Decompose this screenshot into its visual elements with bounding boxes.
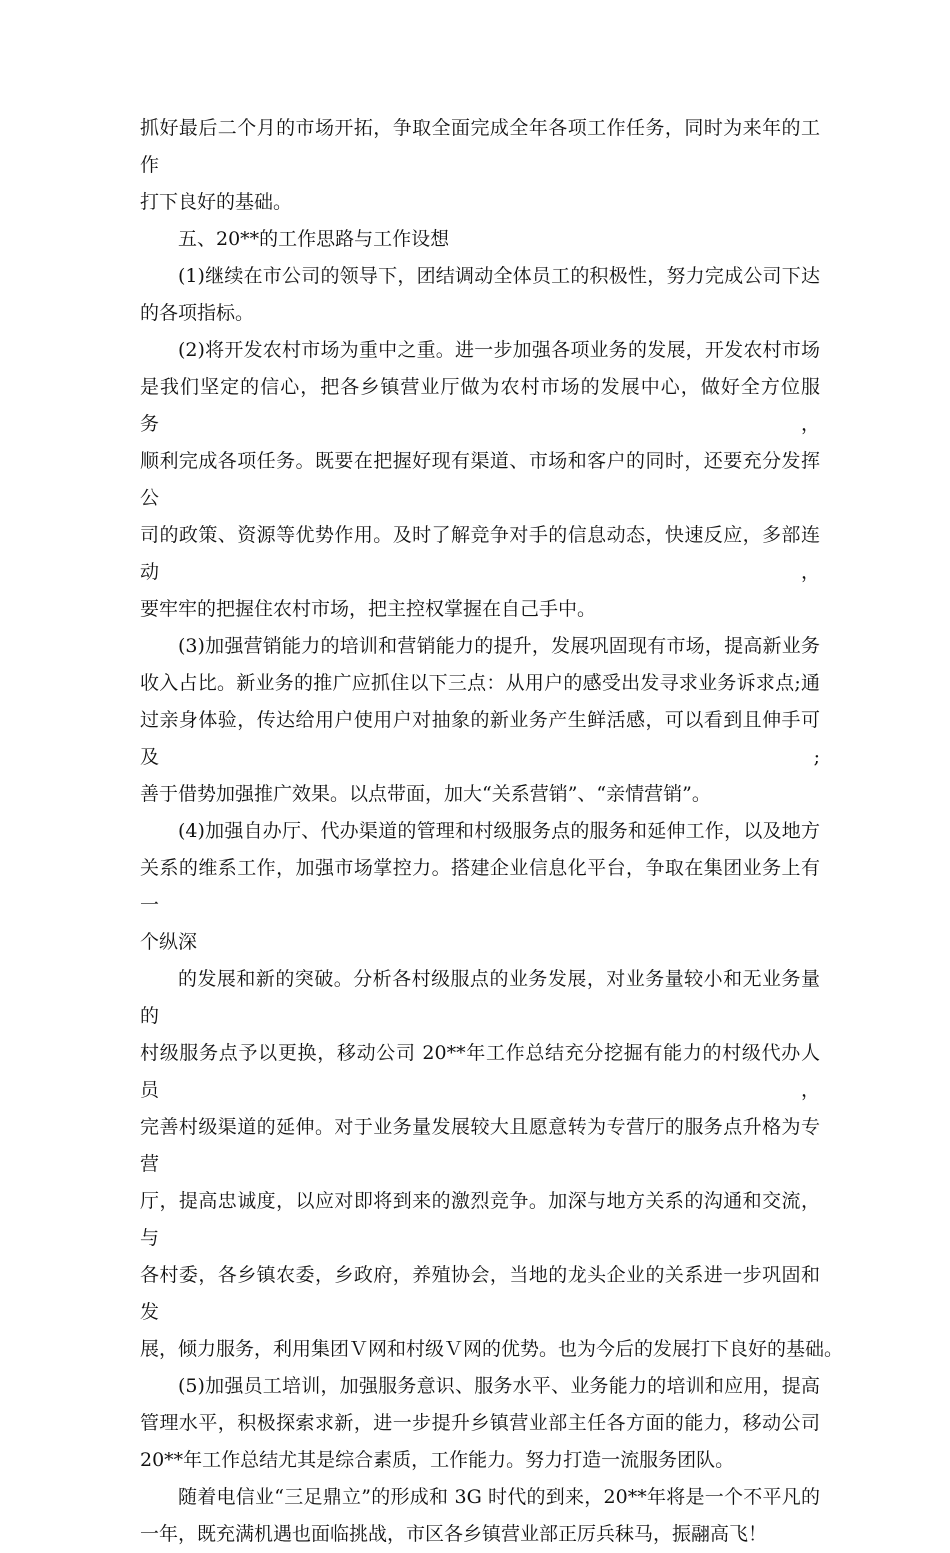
text-line: 的发展和新的突破。分析各村级服点的业务发展，对业务量较小和无业务量的	[140, 968, 820, 1027]
text-line: 善于借势加强推广效果。以点带面，加大“关系营销”、“亲情营销”。	[140, 783, 711, 805]
paragraph-item-4-continuation	[140, 961, 844, 1368]
text-line: 过亲身体验，传达给用户使用户对抽象的新业务产生鲜活感，可以看到且伸手可及;	[140, 709, 820, 768]
paragraph-item-3	[140, 628, 820, 813]
heading-text: 五、20**的工作思路与工作设想	[178, 228, 450, 250]
section-heading	[140, 221, 820, 258]
text-line: 20**年工作总结尤其是综合素质，工作能力。努力打造一流服务团队。	[140, 1449, 735, 1471]
paragraph-item-4	[140, 813, 820, 961]
document-body	[140, 110, 844, 1553]
text-line: 关系的维系工作，加强市场掌控力。搭建企业信息化平台，争取在集团业务上有一	[140, 857, 820, 916]
text-line: 的各项指标。	[140, 302, 255, 324]
paragraph-intro-continuation	[140, 110, 820, 221]
text-line: 厅，提高忠诚度，以应对即将到来的激烈竞争。加深与地方关系的沟通和交流，与	[140, 1190, 820, 1249]
text-line: 要牢牢的把握住农村市场，把主控权掌握在自己手中。	[140, 598, 597, 620]
paragraph-item-5	[140, 1368, 820, 1479]
text-line: 各村委，各乡镇农委，乡政府，养殖协会，当地的龙头企业的关系进一步巩固和发	[140, 1264, 820, 1323]
text-line: (5)加强员工培训，加强服务意识、服务水平、业务能力的培训和应用，提高	[178, 1375, 820, 1397]
text-line: 完善村级渠道的延伸。对于业务量发展较大且愿意转为专营厅的服务点升格为专营	[140, 1116, 820, 1175]
text-line: 司的政策、资源等优势作用。及时了解竞争对手的信息动态，快速反应，多部连动，	[140, 524, 820, 583]
paragraph-item-2	[140, 332, 820, 628]
text-line: 打下良好的基础。	[140, 191, 293, 213]
text-line: (3)加强营销能力的培训和营销能力的提升，发展巩固现有市场，提高新业务	[178, 635, 820, 657]
paragraph-item-1	[140, 258, 820, 332]
text-line: (2)将开发农村市场为重中之重。进一步加强各项业务的发展，开发农村市场	[178, 339, 820, 361]
text-line: (4)加强自办厅、代办渠道的管理和村级服务点的服务和延伸工作，以及地方	[178, 820, 820, 842]
text-line: 随着电信业“三足鼎立”的形成和 3G 时代的到来，20**年将是一个不平凡的	[178, 1486, 820, 1508]
paragraph-closing	[140, 1479, 820, 1553]
text-line: 顺利完成各项任务。既要在把握好现有渠道、市场和客户的同时，还要充分发挥公	[140, 450, 820, 509]
text-line: 村级服务点予以更换，移动公司 20**年工作总结充分挖掘有能力的村级代办人员，	[140, 1042, 820, 1101]
text-line: 一年，既充满机遇也面临挑战，市区各乡镇营业部正厉兵秣马，振翮高飞！	[140, 1523, 768, 1545]
text-line: 个纵深	[140, 931, 198, 953]
text-line: 是我们坚定的信心，把各乡镇营业厅做为农村市场的发展中心，做好全方位服务，	[140, 376, 820, 435]
text-line: 抓好最后二个月的市场开拓，争取全面完成全年各项工作任务，同时为来年的工作	[140, 117, 820, 176]
text-line: 管理水平，积极探索求新，进一步提升乡镇营业部主任各方面的能力，移动公司	[140, 1412, 820, 1434]
text-line: 收入占比。新业务的推广应抓住以下三点：从用户的感受出发寻求业务诉求点;通	[140, 672, 820, 694]
text-line: 展，倾力服务，利用集团Ｖ网和村级Ｖ网的优势。也为今后的发展打下良好的基础。	[140, 1338, 844, 1360]
text-line: (1)继续在市公司的领导下，团结调动全体员工的积极性，努力完成公司下达	[178, 265, 820, 287]
